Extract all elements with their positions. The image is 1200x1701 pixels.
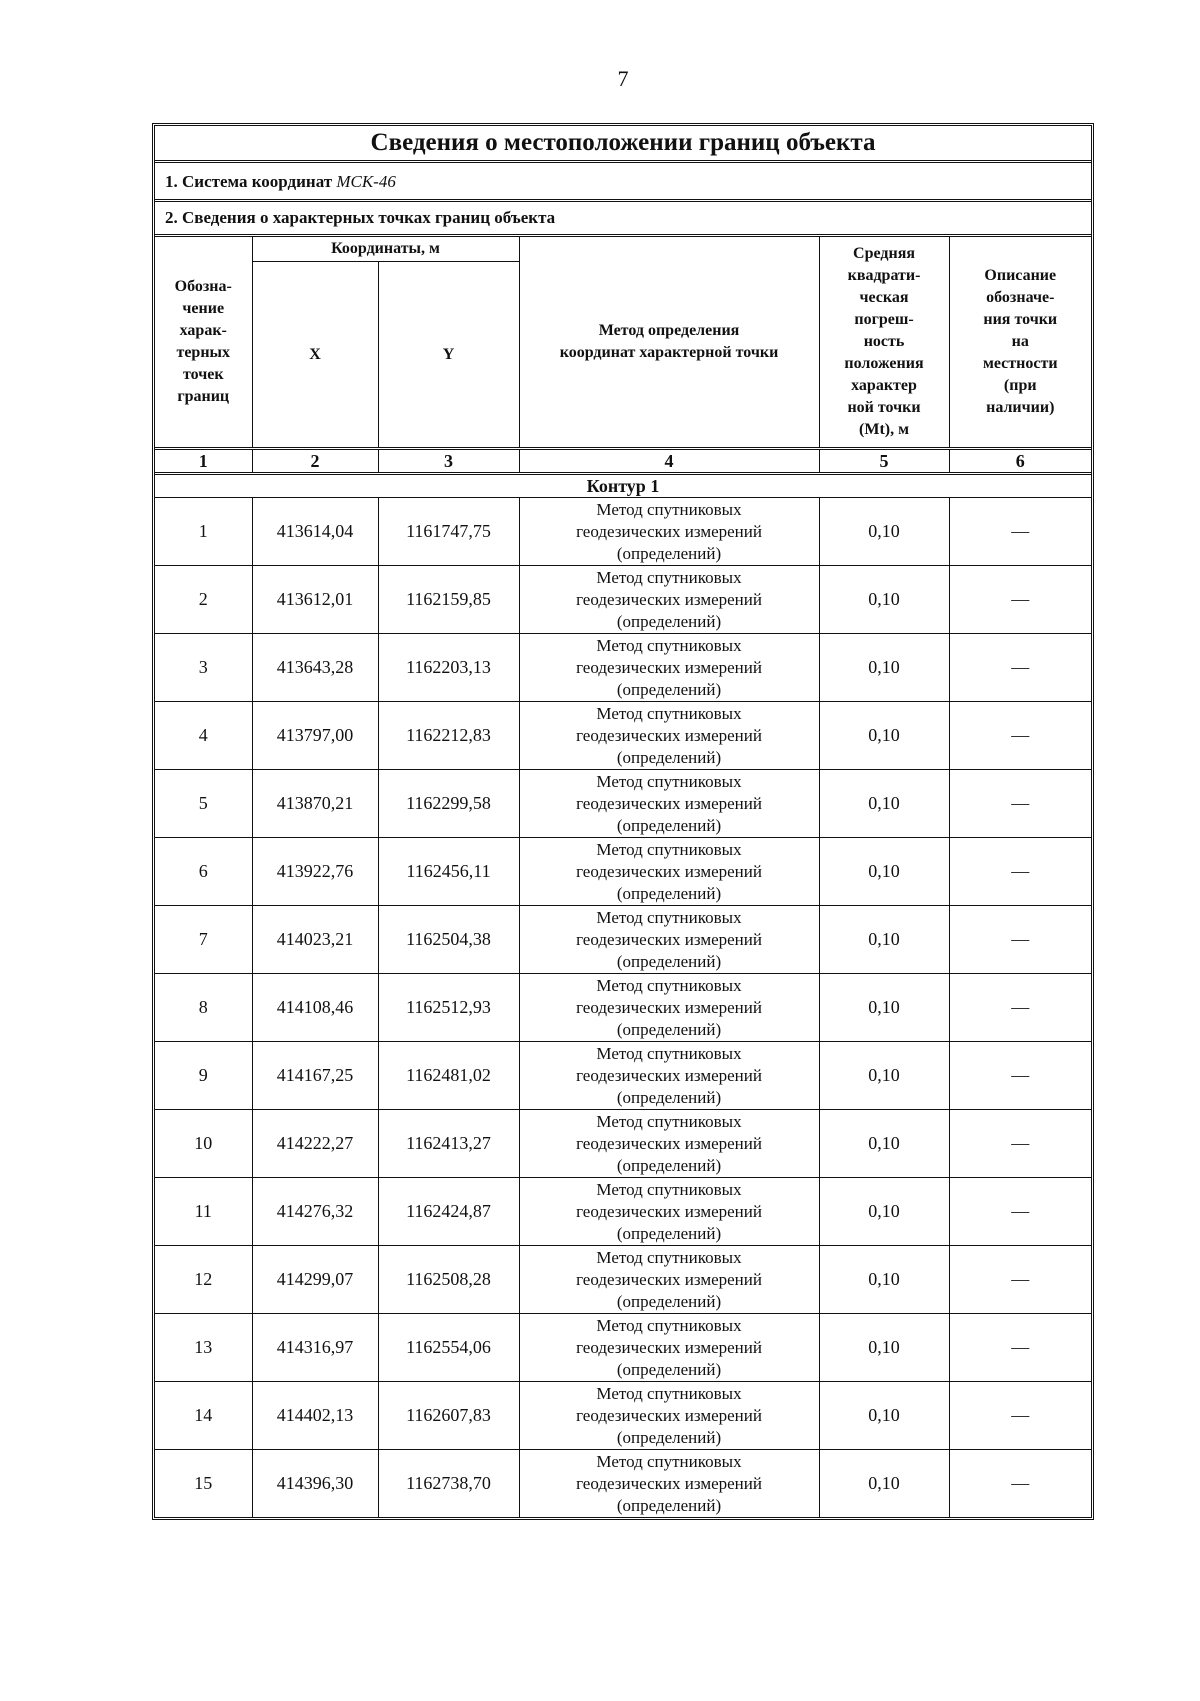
point-description: —	[949, 1450, 1091, 1518]
point-number: 13	[155, 1314, 252, 1382]
mean-square-error: 0,10	[819, 1246, 949, 1314]
coord-y: 1162481,02	[378, 1042, 519, 1110]
method: Метод спутниковых геодезических измерений (определений)	[519, 974, 819, 1042]
point-number: 3	[155, 634, 252, 702]
table-row	[155, 1042, 1091, 1110]
column-number: 2	[252, 449, 378, 474]
table-row	[155, 498, 1091, 566]
coord-y: 1162413,27	[378, 1110, 519, 1178]
point-description: —	[949, 1314, 1091, 1382]
point-description: —	[949, 702, 1091, 770]
coord-y: 1162159,85	[378, 566, 519, 634]
table-row	[155, 906, 1091, 974]
coord-x: 413612,01	[252, 566, 378, 634]
coord-x: 413922,76	[252, 838, 378, 906]
coord-y: 1162299,58	[378, 770, 519, 838]
method: Метод спутниковых геодезических измерений (определений)	[519, 1042, 819, 1110]
point-number: 4	[155, 702, 252, 770]
coord-x: 413870,21	[252, 770, 378, 838]
mean-square-error: 0,10	[819, 974, 949, 1042]
point-number: 14	[155, 1382, 252, 1450]
characteristic-points-section: 2. Сведения о характерных точках границ объекта	[155, 202, 1091, 237]
header-method: Метод определения координат характерной точки	[519, 237, 819, 449]
table-row	[155, 1382, 1091, 1450]
mean-square-error: 0,10	[819, 1178, 949, 1246]
column-number: 5	[819, 449, 949, 474]
page-number: 7	[617, 66, 629, 91]
coord-y: 1162607,83	[378, 1382, 519, 1450]
coord-x: 414299,07	[252, 1246, 378, 1314]
point-description: —	[949, 566, 1091, 634]
mean-square-error: 0,10	[819, 702, 949, 770]
points-table	[155, 237, 1091, 1517]
header-point-designation: Обозна- чение харак- терных точек границ	[155, 237, 252, 449]
point-description: —	[949, 906, 1091, 974]
point-number: 2	[155, 566, 252, 634]
coord-x: 414167,25	[252, 1042, 378, 1110]
coord-x: 414402,13	[252, 1382, 378, 1450]
column-number-row	[155, 449, 1091, 474]
coord-x: 414396,30	[252, 1450, 378, 1518]
point-description: —	[949, 974, 1091, 1042]
point-description: —	[949, 1178, 1091, 1246]
table-row	[155, 1450, 1091, 1518]
form-title: Сведения о местоположении границ объекта	[155, 126, 1091, 163]
coord-y: 1162554,06	[378, 1314, 519, 1382]
mean-square-error: 0,10	[819, 1042, 949, 1110]
table-row	[155, 702, 1091, 770]
point-number: 1	[155, 498, 252, 566]
coord-y: 1162456,11	[378, 838, 519, 906]
mean-square-error: 0,10	[819, 838, 949, 906]
point-number: 11	[155, 1178, 252, 1246]
method: Метод спутниковых геодезических измерений (определений)	[519, 702, 819, 770]
method: Метод спутниковых геодезических измерений (определений)	[519, 838, 819, 906]
point-description: —	[949, 770, 1091, 838]
point-number: 8	[155, 974, 252, 1042]
method: Метод спутниковых геодезических измерений (определений)	[519, 1246, 819, 1314]
point-description: —	[949, 498, 1091, 566]
header-x: X	[252, 262, 378, 449]
table-row	[155, 1246, 1091, 1314]
table-row	[155, 838, 1091, 906]
point-number: 15	[155, 1450, 252, 1518]
header-coordinates: Координаты, м	[252, 237, 519, 262]
mean-square-error: 0,10	[819, 566, 949, 634]
table-row	[155, 634, 1091, 702]
point-number: 9	[155, 1042, 252, 1110]
method: Метод спутниковых геодезических измерений (определений)	[519, 1178, 819, 1246]
point-description: —	[949, 1382, 1091, 1450]
table-row	[155, 566, 1091, 634]
coordinate-system-label: 1. Система координат	[165, 172, 337, 191]
mean-square-error: 0,10	[819, 1314, 949, 1382]
table-row	[155, 1314, 1091, 1382]
mean-square-error: 0,10	[819, 1450, 949, 1518]
coordinate-system-value: МСК-46	[336, 172, 396, 191]
coord-y: 1162504,38	[378, 906, 519, 974]
point-description: —	[949, 1246, 1091, 1314]
header-mean-square-error: Средняя квадрати- ческая погреш- ность положения характер ной точки (Mt), м	[819, 237, 949, 449]
method: Метод спутниковых геодезических измерений (определений)	[519, 498, 819, 566]
point-description: —	[949, 838, 1091, 906]
coord-y: 1162512,93	[378, 974, 519, 1042]
coord-x: 414023,21	[252, 906, 378, 974]
mean-square-error: 0,10	[819, 1110, 949, 1178]
point-number: 12	[155, 1246, 252, 1314]
column-number: 6	[949, 449, 1091, 474]
column-number: 4	[519, 449, 819, 474]
point-description: —	[949, 634, 1091, 702]
mean-square-error: 0,10	[819, 770, 949, 838]
point-number: 10	[155, 1110, 252, 1178]
method: Метод спутниковых геодезических измерений (определений)	[519, 566, 819, 634]
header-y: Y	[378, 262, 519, 449]
method: Метод спутниковых геодезических измерений (определений)	[519, 634, 819, 702]
coord-x: 414222,27	[252, 1110, 378, 1178]
column-number: 3	[378, 449, 519, 474]
point-number: 5	[155, 770, 252, 838]
coord-x: 413797,00	[252, 702, 378, 770]
coord-y: 1162212,83	[378, 702, 519, 770]
coord-y: 1162738,70	[378, 1450, 519, 1518]
coord-y: 1162508,28	[378, 1246, 519, 1314]
boundary-info-form	[152, 123, 1094, 1520]
mean-square-error: 0,10	[819, 906, 949, 974]
coord-x: 414316,97	[252, 1314, 378, 1382]
contour-label: Контур 1	[155, 474, 1091, 498]
table-row	[155, 1110, 1091, 1178]
column-number: 1	[155, 449, 252, 474]
coord-x: 414276,32	[252, 1178, 378, 1246]
coordinate-system-section	[155, 163, 1091, 202]
point-number: 7	[155, 906, 252, 974]
method: Метод спутниковых геодезических измерений (определений)	[519, 1314, 819, 1382]
mean-square-error: 0,10	[819, 634, 949, 702]
point-description: —	[949, 1042, 1091, 1110]
table-row	[155, 770, 1091, 838]
method: Метод спутниковых геодезических измерений (определений)	[519, 906, 819, 974]
coord-y: 1161747,75	[378, 498, 519, 566]
coord-y: 1162424,87	[378, 1178, 519, 1246]
method: Метод спутниковых геодезических измерений (определений)	[519, 1382, 819, 1450]
coord-x: 413643,28	[252, 634, 378, 702]
mean-square-error: 0,10	[819, 1382, 949, 1450]
method: Метод спутниковых геодезических измерений (определений)	[519, 1110, 819, 1178]
coord-y: 1162203,13	[378, 634, 519, 702]
header-description: Описание обозначе- ния точки на местности (при наличии)	[949, 237, 1091, 449]
table-row	[155, 1178, 1091, 1246]
method: Метод спутниковых геодезических измерений (определений)	[519, 770, 819, 838]
mean-square-error: 0,10	[819, 498, 949, 566]
point-number: 6	[155, 838, 252, 906]
method: Метод спутниковых геодезических измерений (определений)	[519, 1450, 819, 1518]
table-row	[155, 974, 1091, 1042]
coord-x: 413614,04	[252, 498, 378, 566]
point-description: —	[949, 1110, 1091, 1178]
coord-x: 414108,46	[252, 974, 378, 1042]
